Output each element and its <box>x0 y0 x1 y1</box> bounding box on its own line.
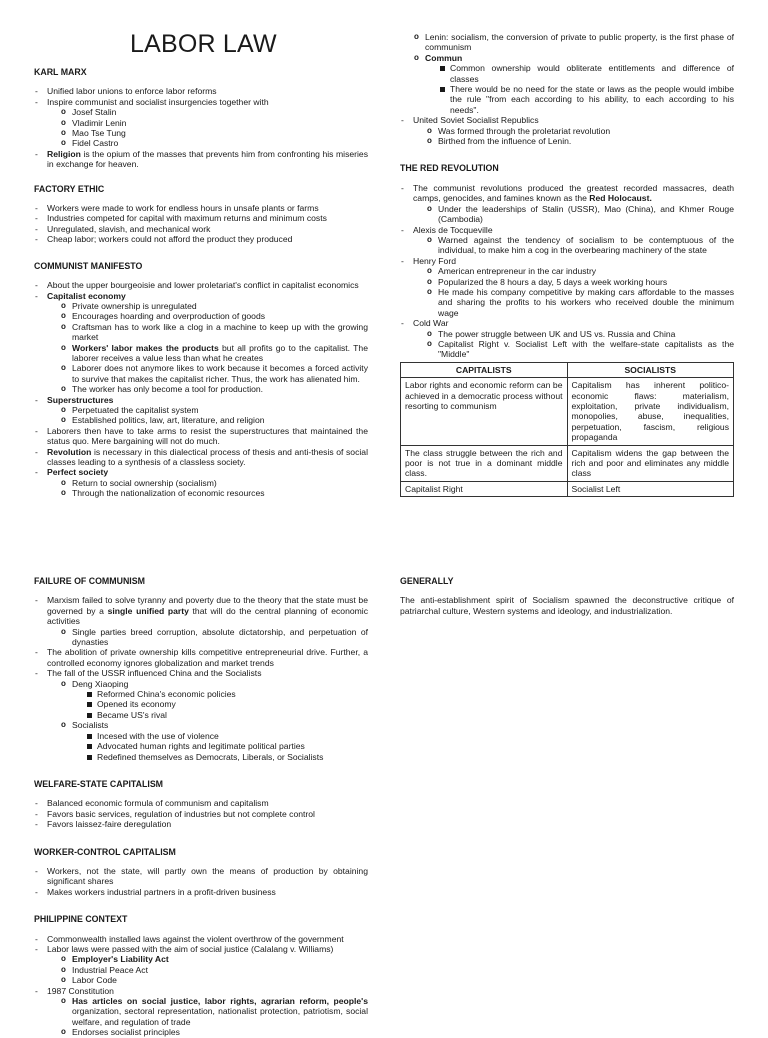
list-item: o Craftsman has to work like a clog in a machine to keep up with the growing market <box>59 322 368 343</box>
list-item: - Unified labor unions to enforce labor reforms <box>34 86 368 96</box>
list-item: o Private ownership is unregulated <box>59 301 368 311</box>
list-item: o Popularized the 8 hours a day, 5 days a week working hours <box>425 277 734 287</box>
list-item: Redefined themselves as Democrats, Liberals, or Socialists <box>84 752 368 762</box>
list-item: o Mao Tse Tung <box>59 128 368 138</box>
red-revolution-list <box>400 183 734 360</box>
table-row <box>401 481 734 496</box>
list-item: o Was formed through the proletariat revolution <box>425 126 734 136</box>
heading-failure-of-communism: FAILURE OF COMMUNISM <box>34 576 145 586</box>
list-item: - Commonwealth installed laws against the violent overthrow of the government <box>34 934 368 944</box>
single-party-sublist <box>47 627 368 648</box>
ussr-fall-sublist <box>47 679 368 762</box>
table-cell: The class struggle between the rich and poor is not true in a dominant middle class. <box>401 445 568 481</box>
heading-red-revolution: THE RED REVOLUTION <box>400 163 499 174</box>
failure-list <box>34 595 368 762</box>
list-item: - Religion is the opium of the masses that prevents him from confronting his miseries in exchange for heaven. <box>34 149 368 170</box>
list-item: - Perfect society o Return to social ownership (socialism) o Through the nationalization of economic resources <box>34 467 368 498</box>
list-item: o Josef Stalin <box>59 107 368 117</box>
left-column-top <box>34 30 368 499</box>
perfect-society-list <box>47 478 368 499</box>
list-item: o Perpetuated the capitalist system <box>59 405 368 415</box>
heading-communist-manifesto: COMMUNIST MANIFESTO <box>34 260 143 271</box>
list-item: - Capitalist economy o Private ownership is unregulated o Encourages hoarding and overproduction of goods o Craftsman has to work like a clog in a machine to keep up with the growing market o Workers' labor makes the products but all profits go to the capitalist. The laborer receives a value less than what he creates o Laborer does not anymore likes to work because it becomes a forced activity to survive that makes the capitalist richer. Thus, the work has alienated him. o The worker has only become a tool for production. <box>34 291 368 395</box>
list-item: o American entrepreneur in the car industry <box>425 266 734 276</box>
heading-welfare-state: WELFARE-STATE CAPITALISM <box>34 778 164 789</box>
list-item: - Favors laissez-faire deregulation <box>34 819 368 829</box>
header-socialists: SOCIALISTS <box>567 362 734 377</box>
list-item: o Industrial Peace Act <box>59 965 368 975</box>
list-item: o The power struggle between UK and US vs. Russia and China <box>425 329 734 339</box>
henry-ford-sublist <box>413 266 734 318</box>
list-item: Opened its economy <box>84 699 368 709</box>
heading-karl-marx: KARL MARX <box>34 67 87 77</box>
list-item: Incesed with the use of violence <box>84 731 368 741</box>
capitalist-economy-list <box>47 301 368 395</box>
list-item: o Labor Code <box>59 975 368 985</box>
list-item: o Established politics, law, art, literature, and religion <box>59 415 368 425</box>
right-column-bottom <box>400 576 734 616</box>
manifesto-list <box>34 280 368 499</box>
list-item: o Vladimir Lenin <box>59 118 368 128</box>
list-item: - The communist revolutions produced the greatest recorded massacres, death camps, genocides, and famines known as the Red Holocaust. o Under the leaderships of Stalin (USSR), Mao (China), and Khmer Rouge (Cambodia) <box>400 183 734 225</box>
list-item: o Deng Xiaoping Reformed China's economic policies Opened its economy Became US's rival <box>59 679 368 721</box>
list-item: o Under the leaderships of Stalin (USSR), Mao (China), and Khmer Rouge (Cambodia) <box>425 204 734 225</box>
ussr-sublist <box>413 126 734 147</box>
table-row <box>401 445 734 481</box>
list-item: Advocated human rights and legitimate political parties <box>84 741 368 751</box>
list-item: - Cold War o The power struggle between UK and US vs. Russia and China o Capitalist Right v. Socialist Left with the welfare-state capitalists as the "Middle" <box>400 318 734 360</box>
list-item: - Revolution is necessary in this dialectical process of thesis and anti-thesis of social classes leading to a synthesis of a classless society. <box>34 447 368 468</box>
list-item: Common ownership would obliterate entitlements and difference of classes <box>437 63 734 84</box>
tocqueville-sublist <box>413 235 734 256</box>
list-item: - Cheap labor; workers could not afford the product they produced <box>34 234 368 244</box>
list-item: - Industries competed for capital with maximum returns and minimum costs <box>34 213 368 223</box>
list-item: o Workers' labor makes the products but all profits go to the capitalist. The laborer receives a value less than what he creates <box>59 343 368 364</box>
red-holocaust-sublist <box>413 204 734 225</box>
list-item: o Socialists Incesed with the use of violence Advocated human rights and legitimate political parties Redefined themselves as Democrats, Liberals, or Socialists <box>59 720 368 762</box>
ussr-list <box>400 115 734 146</box>
list-item: - Marxism failed to solve tyranny and poverty due to the theory that the state must be governed by a single unified party that will do the central planning of economic activities o Single parties breed corruption, absolute dictatorship, and perpetuation of dynasties <box>34 595 368 647</box>
table-cell: Capitalism widens the gap between the rich and poor and eliminates any middle class <box>567 445 734 481</box>
commun-list <box>425 63 734 115</box>
list-item: Became US's rival <box>84 710 368 720</box>
list-item: - About the upper bourgeoisie and lower proletariat's conflict in capitalist economics <box>34 280 368 290</box>
list-item: o Laborer does not anymore likes to work because it becomes a forced activity to survive that makes the capitalist richer. Thus, the work has alienated him. <box>59 363 368 384</box>
list-item: o Warned against the tendency of socialism to be contemptuous of the individual, to make him a cog in the overbearing machinery of the state <box>425 235 734 256</box>
list-item: - United Soviet Socialist Republics o Was formed through the proletariat revolution o Birthed from the influence of Lenin. <box>400 115 734 146</box>
list-item: o Capitalist Right v. Socialist Left with the welfare-state capitalists as the "Middle" <box>425 339 734 360</box>
table-cell: Labor rights and economic reform can be achieved in a democratic process without resorting to communism <box>401 378 568 445</box>
list-item: There would be no need for the state or laws as the people would imbibe the rule "from each according to his ability, to each according to his needs". <box>437 84 734 115</box>
list-item: - Inspire communist and socialist insurgencies together with o Josef Stalin o Vladimir Lenin o Mao Tse Tung o Fidel Castro <box>34 97 368 149</box>
heading-generally: GENERALLY <box>400 576 454 586</box>
labor-laws-sublist <box>47 954 368 985</box>
list-item: o Birthed from the influence of Lenin. <box>425 136 734 146</box>
list-item: o Through the nationalization of economic resources <box>59 488 368 498</box>
deng-sublist <box>72 689 368 720</box>
list-item: o Commun Common ownership would obliterate entitlements and difference of classes There would be no need for the state or laws as the people would imbibe the rule "from each according to his ability, to each according to his needs". <box>412 53 734 115</box>
list-item: - Workers, not the state, will partly own the means of production by obtaining significant shares <box>34 866 368 887</box>
socialists-sublist <box>72 731 368 762</box>
list-item: o Fidel Castro <box>59 138 368 148</box>
lenin-list <box>400 32 734 115</box>
list-item: o He made his company competitive by making cars affordable to the masses and sharing the profits to his workers who received double the minimum wage <box>425 287 734 318</box>
table-cell: Capitalist Right <box>401 481 568 496</box>
list-item: - Alexis de Tocqueville o Warned against the tendency of socialism to be contemptuous of the individual, to make him a cog in the overbearing machinery of the state <box>400 225 734 256</box>
worker-list <box>34 866 368 897</box>
list-item: - The fall of the USSR influenced China and the Socialists o Deng Xiaoping Reformed China's economic policies Opened its economy Became US's rival o Socialists Incesed with the use of violence Advocated human rights and legitimate political parties Redefined themselves as Democrats, Liberals, or Socialists <box>34 668 368 762</box>
superstructures-list <box>47 405 368 426</box>
list-item: o Employer's Liability Act <box>59 954 368 964</box>
list-item: - Unregulated, slavish, and mechanical work <box>34 224 368 234</box>
list-item: - The abolition of private ownership kills competitive entrepreneurial drive. Further, a controlled economy ignores globalization and market trends <box>34 647 368 668</box>
list-item: - Laborers then have to take arms to resist the superstructures that maintained the status quo. Mere bargaining will not do much. <box>34 426 368 447</box>
list-item: o The worker has only become a tool for production. <box>59 384 368 394</box>
list-item: o Single parties breed corruption, absolute dictatorship, and perpetuation of dynasties <box>59 627 368 648</box>
table-row <box>401 378 734 445</box>
list-item: o Encourages hoarding and overproduction of goods <box>59 311 368 321</box>
list-item: - Makes workers industrial partners in a profit-driven business <box>34 887 368 897</box>
left-column-bottom <box>34 576 368 1038</box>
factory-list <box>34 203 368 245</box>
table-cell: Capitalism has inherent politico-economic flaws: materialism, exploitation, private individualism, monopolies, abuse, inequalities, perpetuation, fascism, religious propaganda <box>567 378 734 445</box>
heading-philippine-context: PHILIPPINE CONTEXT <box>34 914 128 925</box>
page-title: LABOR LAW <box>130 30 277 58</box>
philippine-list <box>34 934 368 1038</box>
table-cell: Socialist Left <box>567 481 734 496</box>
list-item: - Henry Ford o American entrepreneur in the car industry o Popularized the 8 hours a day, 5 days a week working hours o He made his company competitive by making cars affordable to the masses and sharing the profits to his workers who received double the minimum wage <box>400 256 734 318</box>
welfare-list <box>34 798 368 829</box>
leaders-list <box>47 107 368 149</box>
list-item: - Workers were made to work for endless hours in unsafe plants or farms <box>34 203 368 213</box>
list-item: o Has articles on social justice, labor rights, agrarian reform, people's organization, sectoral representation, nationalist protection, patriotism, social welfare, and regulation of trade <box>59 996 368 1027</box>
list-item: - Labor laws were passed with the aim of social justice (Calalang v. Williams) o Employer's Liability Act o Industrial Peace Act o Labor Code <box>34 944 368 986</box>
list-item: Reformed China's economic policies <box>84 689 368 699</box>
list-item: o Return to social ownership (socialism) <box>59 478 368 488</box>
comparison-table <box>400 362 734 497</box>
list-item: - 1987 Constitution o Has articles on social justice, labor rights, agrarian reform, people's organization, sectoral representation, nationalist protection, patriotism, social welfare, and regulation of trade o Endorses socialist principles <box>34 986 368 1038</box>
list-item: o Lenin: socialism, the conversion of private to public property, is the first phase of communism <box>412 32 734 53</box>
constitution-sublist <box>47 996 368 1038</box>
generally-paragraph: The anti-establishment spirit of Socialism spawned the deconstructive critique of patriarchal culture, Western systems and ideology, and industrialization. <box>400 595 734 616</box>
heading-factory-ethic: FACTORY ETHIC <box>34 183 105 194</box>
list-item: o Endorses socialist principles <box>59 1027 368 1037</box>
cold-war-sublist <box>413 329 734 360</box>
list-item: - Balanced economic formula of communism and capitalism <box>34 798 368 808</box>
table-header-row <box>401 362 734 377</box>
right-column-top <box>400 32 734 497</box>
karl-marx-list <box>34 86 368 169</box>
list-item: - Favors basic services, regulation of industries but not complete control <box>34 809 368 819</box>
header-capitalists: CAPITALISTS <box>401 362 568 377</box>
heading-worker-control: WORKER-CONTROL CAPITALISM <box>34 846 176 857</box>
list-item: - Superstructures o Perpetuated the capitalist system o Established politics, law, art, literature, and religion <box>34 395 368 426</box>
